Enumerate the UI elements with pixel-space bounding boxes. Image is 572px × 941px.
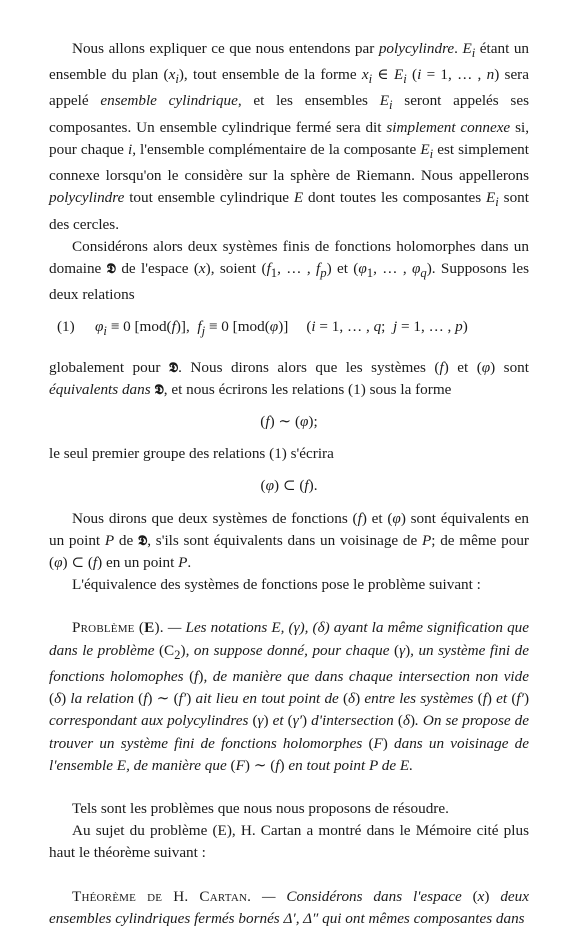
paragraph-two-systems: Considérons alors deux systèmes finis de fonctions holomorphes dans un domaine 𝕯 de l'espace (x), soient ($f_1$, … , $f_p$) et ($\varphi_1$, … , $\varphi_q$). Supposons les deux relations <box>49 237 530 304</box>
paragraph-equivalence-at-point: Nous dirons que deux systèmes de fonctions (f) et (φ) sont équivalents en un point P de 𝕯, s'ils sont équivalents dans un voisinage de P; de même pour (φ) ⊂ (f) en un point P. <box>49 509 529 572</box>
theorem-cartan: Théorème de H. Cartan. — Considérons dans l'espace (x) deux ensembles cylindriques fermés bornés Δ′, Δ″ qui ont mêmes composantes dans <box>49 887 530 927</box>
equation-1-body: $\varphi_i \equiv 0$ [mod(f)], $f_j \equiv 0$ [mod(φ)] <box>95 318 289 339</box>
paragraph-equivalence-definition: globalement pour 𝕯. Nous dirons alors que les systèmes (f) et (φ) sont équivalents dans 𝕯, et nous écrirons les relations (1) sous la forme <box>49 358 529 398</box>
equation-inclusion: (φ) ⊂ (f). <box>260 477 318 495</box>
paragraph-polycylindre-definition: Nous allons expliquer ce que nous entendons par polycylindre. $E_i$ étant un ensemble du plan $(x_i)$, tout ensemble de la forme $x_i$ ∈ $E_i$ (i = 1, … , n) sera appelé ensemble cylindrique, et les ensembles $E_i$ seront appelés ses composantes. Un ensemble cylindrique fermé sera dit simplement connexe si, pour chaque i, l'ensemble complémentaire de la composante $E_i$ est simplement connexe lorsqu'on le considère sur la sphère de Riemann. Nous appellerons polycylindre tout ensemble cylindrique E dont toutes les composantes $E_i$ sont des cercles. <box>49 40 530 233</box>
paragraph-cartan-intro: Au sujet du problème (E), H. Cartan a montré dans le Mémoire cité plus haut le théorème suivant : <box>49 822 529 862</box>
problem-e: Problème (E). — Les notations E, (γ), (δ) ayant la même signification que dans le problème $(C_2)$, on suppose donné, pour chaque (γ), un système fini de fonctions holomophes (f), de manière que dans chaque intersection non vide (δ) la relation (f) ∼ (f′) ait lieu en tout point de (δ) entre les systèmes (f) et (f′) correspondant aux polycylindres (γ) et (γ′) d'intersection (δ). On se propose de trouver un système fini de fonctions holomorphes (F) dans un voisinage de l'ensemble E, de manière que (F) ∼ (f) en tout point P de E. <box>49 619 530 774</box>
equation-1 <box>57 316 529 342</box>
equation-1-range: (i = 1, … , q; j = 1, … , p) <box>306 318 468 336</box>
document-page <box>49 38 529 930</box>
problem-e-heading: Problème (E). <box>72 619 164 637</box>
theorem-cartan-heading: Théorème de H. Cartan. <box>72 887 252 905</box>
paragraph-problem-intro: L'équivalence des systèmes de fonctions pose le problème suivant : <box>72 576 481 594</box>
equation-equivalence: (f) ∼ (φ); <box>260 413 318 431</box>
equation-1-label: (1) <box>57 318 75 336</box>
paragraph-first-group: le seul premier groupe des relations (1) s'écrira <box>49 445 334 463</box>
paragraph-problems-statement: Tels sont les problèmes que nous nous proposons de résoudre. <box>72 799 449 817</box>
